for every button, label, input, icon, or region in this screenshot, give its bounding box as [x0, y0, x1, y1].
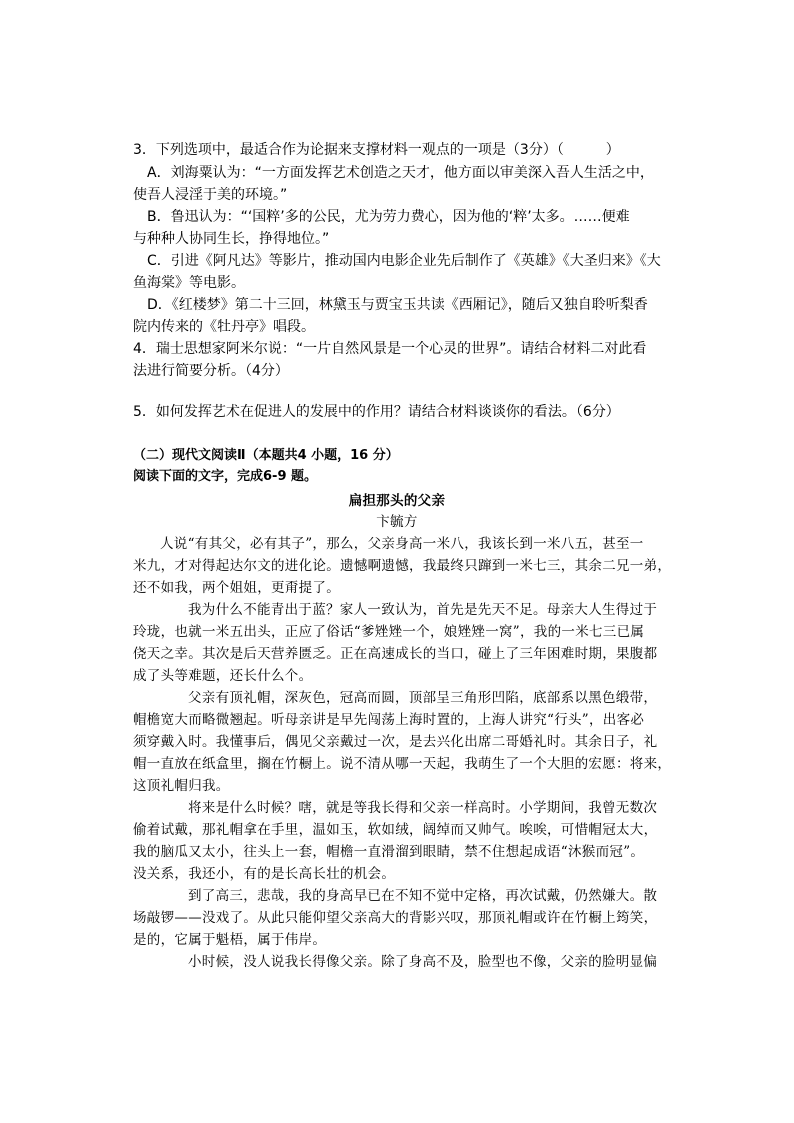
- question-3-option-a-cont: 使吾人浸淫于美的环境。”: [133, 187, 288, 203]
- article-line: 是的，它属于魁梧，属于伟岸。: [133, 932, 327, 948]
- article-line: 成了头等难题，还长什么个。: [133, 668, 313, 684]
- question-3-option-d-cont: 院内传来的《牡丹亭》唱段。: [133, 319, 315, 335]
- article-author: 卞毓方: [376, 514, 418, 530]
- article-line: 我为什么不能青出于蓝？家人一致认为，首先是先天不足。母亲大人生得过于: [188, 602, 658, 618]
- article-line: 人说“有其父，必有其子”，那么，父亲身高一米八，我该长到一米八五，甚至一: [160, 536, 644, 552]
- article-line: 玲珑，也就一米五出头，正应了俗话“爹矬矬一个，娘矬矬一窝”，我的一米七三已属: [133, 624, 645, 640]
- section-header: （二）现代文阅读Ⅱ（本题共4 小题，16 分）: [133, 448, 399, 463]
- question-4: 4．瑞士思想家阿米尔说：“一片自然风景是一个心灵的世界”。请结合材料二对此看: [133, 341, 647, 357]
- article-title: 扁担那头的父亲: [348, 493, 446, 509]
- article-line: 我的脑瓜又太小，往头上一套，帽檐一直滑溜到眼睛，禁不住想起成语“沐猴而冠”。: [133, 844, 645, 860]
- question-3-option-b-cont: 与种种人协同生长，挣得地位。”: [133, 231, 330, 247]
- article-line: 米九，才对得起达尔文的进化论。遗憾啊遗憾，我最终只蹿到一米七三，其余二兄一弟，: [133, 558, 672, 574]
- question-4-cont: 法进行简要分析。（4分）: [133, 363, 289, 379]
- section-instruction: 阅读下面的文字，完成6-9 题。: [133, 469, 318, 484]
- article-line: 帽一直放在纸盒里，搁在竹橱上。说不清从哪一天起，我萌生了一个大胆的宏愿：将来，: [133, 756, 672, 772]
- question-3-option-c: C．引进《阿凡达》等影片，推动国内电影企业先后制作了《英雄》《大圣归来》《大: [147, 253, 661, 269]
- question-3-option-b: B．鲁迅认为：“‘国粹’多的公民，尤为劳力费心，因为他的‘粹’太多。……便难: [147, 209, 630, 225]
- article-line: 侥天之幸。其次是后天营养匮乏。正在高速成长的当口，碰上了三年困难时期，果腹都: [133, 646, 658, 662]
- question-5: 5．如何发挥艺术在促进人的发展中的作用？请结合材料谈谈你的看法。（6分）: [133, 404, 620, 420]
- article-line: 须穿戴入时。我懂事后，偶见父亲戴过一次，是去兴化出席二哥婚礼时。其余日子，礼: [133, 734, 658, 750]
- question-3-option-d: D．《红楼梦》第二十三回，林黛玉与贾宝玉共读《西厢记》，随后又独自聆听梨香: [147, 297, 648, 313]
- article-line: 没关系，我还小，有的是长高长壮的机会。: [133, 866, 396, 882]
- question-3-option-c-cont: 鱼海棠》等电影。: [133, 275, 245, 291]
- article-line: 偷着试戴，那礼帽拿在手里，温如玉，软如绒，阔绰而又帅气。唉唉，可惜帽冠太大，: [133, 822, 658, 838]
- question-3-option-a: A．刘海粟认为：“一方面发挥艺术创造之天才，他方面以审美深入吾人生活之中，: [147, 165, 654, 181]
- article-line: 帽檐宽大而略微翘起。听母亲讲是早先闯荡上海时置的，上海人讲究“行头”，出客必: [133, 712, 645, 728]
- question-3-stem: 3．下列选项中，最适合作为论据来支撑材料一观点的一项是（3分）（ ）: [133, 142, 620, 158]
- article-line: 这顶礼帽归我。: [133, 778, 230, 794]
- article-line: 到了高三，悲哉，我的身高早已在不知不觉中定格，再次试戴，仍然嫌大。散: [188, 888, 658, 904]
- article-line: 将来是什么时候？嗐，就是等我长得和父亲一样高时。小学期间，我曾无数次: [188, 800, 658, 816]
- article-line: 场敲锣——没戏了。从此只能仰望父亲高大的背影兴叹，那顶礼帽或许在竹橱上筠笑，: [133, 910, 658, 926]
- article-line: 父亲有顶礼帽，深灰色，冠高而圆，顶部呈三角形凹陷，底部系以黑色缎带，: [188, 690, 658, 706]
- article-line: 小时候，没人说我长得像父亲。除了身高不及，脸型也不像，父亲的脸明显偏: [188, 954, 658, 970]
- article-line: 还不如我，两个姐姐，更甭提了。: [133, 580, 340, 596]
